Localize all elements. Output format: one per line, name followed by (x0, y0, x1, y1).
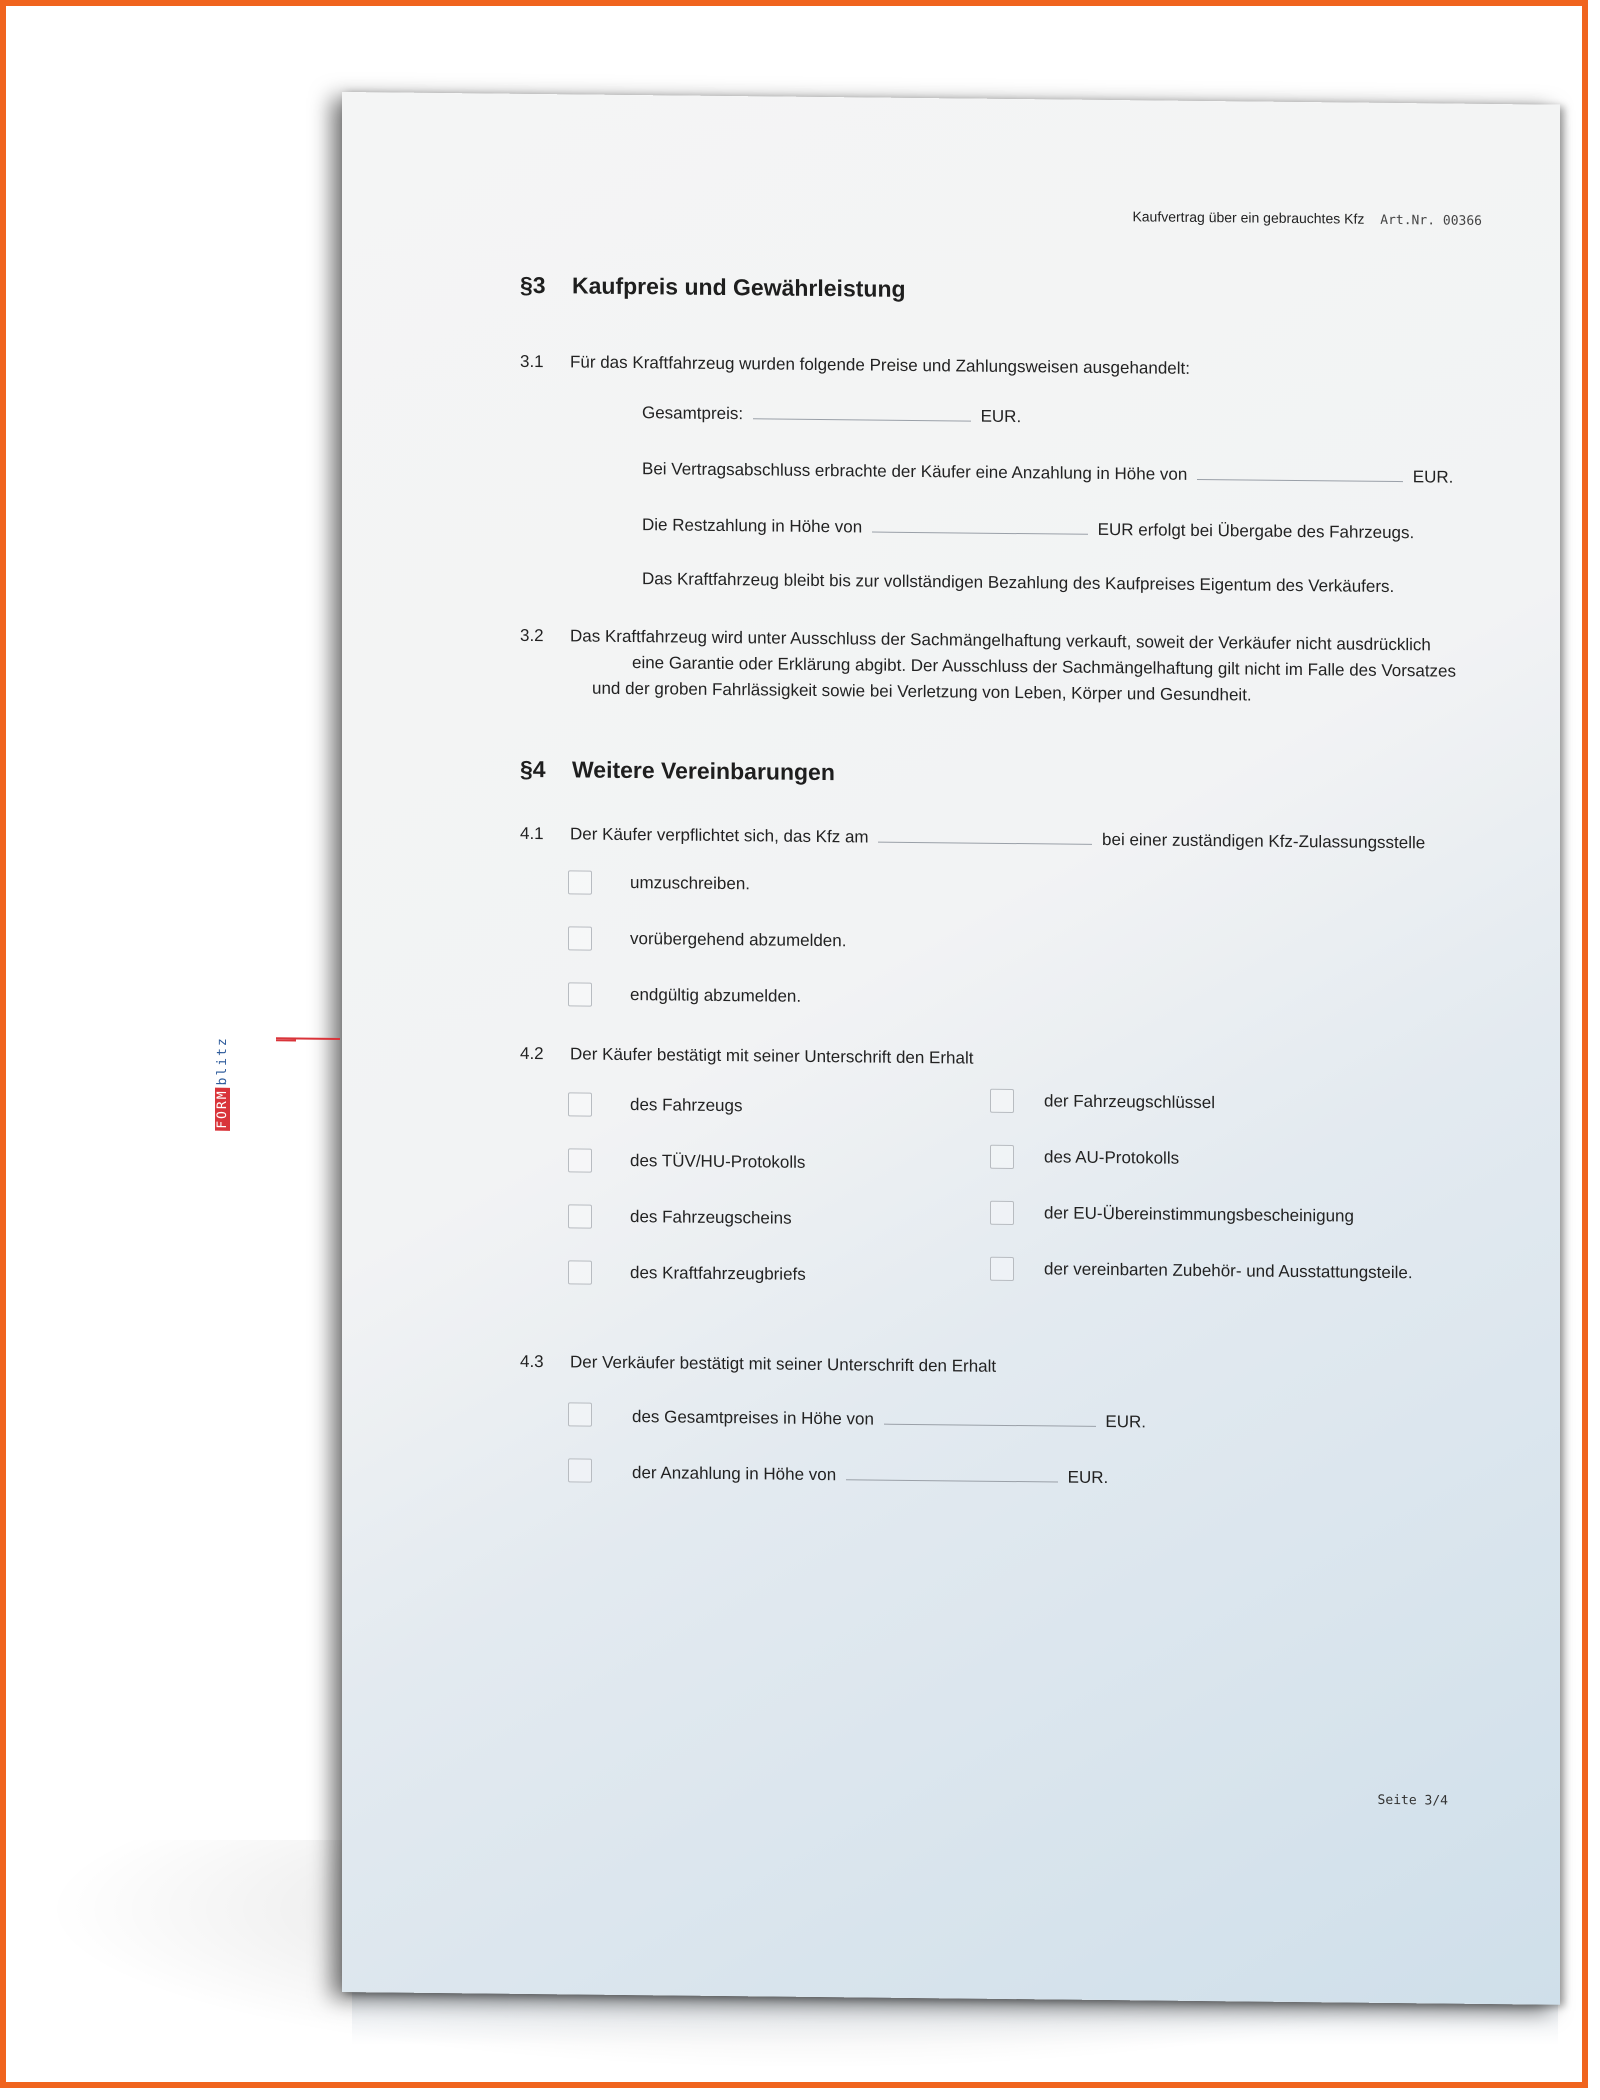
checkbox-endgueltig[interactable] (568, 982, 592, 1006)
item-zubehoer: der vereinbarten Zubehör- und Ausstattungsteile. (1044, 1259, 1413, 1283)
para-4-1: 4.1 Der Käufer verpflichtet sich, das Kfz am bei einer zuständigen Kfz-Zulassungsstelle (520, 823, 1426, 853)
item-gesamtpreis-erhalt: des Gesamtpreises in Höhe von EUR. (632, 1407, 1146, 1432)
checkbox-eu-bescheinigung[interactable] (990, 1201, 1014, 1225)
para-4-3: 4.3 Der Verkäufer bestätigt mit seiner Unterschrift den Erhalt (520, 1351, 997, 1376)
checkbox-gesamtpreis-erhalt[interactable] (568, 1402, 592, 1426)
para-4-2: 4.2 Der Käufer bestätigt mit seiner Unterschrift den Erhalt (520, 1043, 974, 1068)
option-endgueltig: endgültig abzumelden. (630, 985, 802, 1006)
rest-payment-line: Die Restzahlung in Höhe von EUR erfolgt bei Übergabe des Fahrzeugs. (642, 515, 1415, 543)
para-3-2-line1: 3.2 Das Kraftfahrzeug wird unter Ausschluss der Sachmängelhaftung verkauft, soweit der Verkäufer nicht ausdrücklich (520, 625, 1431, 655)
checkbox-umzuschreiben[interactable] (568, 870, 592, 894)
para-3-2-line2: eine Garantie oder Erklärung abgibt. Der Ausschluss der Sachmängelhaftung gilt nicht im Falle des Vorsatzes (632, 653, 1457, 681)
option-voruebergehend: vorübergehend abzumelden. (630, 929, 847, 951)
checkbox-zubehoer[interactable] (990, 1257, 1014, 1281)
logo-blitz: blitz (215, 1036, 230, 1086)
registration-date-field[interactable] (878, 826, 1092, 845)
document-header (1132, 208, 1482, 229)
checkbox-voruebergehend[interactable] (568, 926, 592, 950)
page-number: Seite 3/4 (1377, 1792, 1448, 1809)
checkbox-fahrzeugschluessel[interactable] (990, 1089, 1014, 1113)
deposit-field[interactable] (1197, 463, 1403, 482)
ownership-line: Das Kraftfahrzeug bleibt bis zur vollständigen Bezahlung des Kaufpreises Eigentum des Verkäufers. (642, 569, 1395, 597)
item-eu-bescheinigung: der EU-Übereinstimmungsbescheinigung (1044, 1203, 1354, 1226)
item-fahrzeugschluessel: der Fahrzeugschlüssel (1044, 1091, 1216, 1113)
section-3-heading: §3 Kaufpreis und Gewährleistung (520, 271, 906, 302)
checkbox-fahrzeugschein[interactable] (568, 1204, 592, 1228)
gesamtpreis-erhalt-field[interactable] (884, 1408, 1096, 1427)
anzahlung-erhalt-field[interactable] (846, 1463, 1058, 1482)
document-page (215, 92, 1560, 2005)
checkbox-tuev[interactable] (568, 1148, 592, 1172)
checkbox-fahrzeug[interactable] (568, 1092, 592, 1116)
checkbox-au-protokoll[interactable] (990, 1145, 1014, 1169)
item-tuev: des TÜV/HU-Protokolls (630, 1151, 806, 1172)
item-kraftfahrzeugbrief: des Kraftfahrzeugbriefs (630, 1263, 806, 1284)
item-fahrzeugschein: des Fahrzeugscheins (630, 1207, 792, 1228)
para-3-2-line3: und der groben Fahrlässigkeit sowie bei Verletzung von Leben, Körper und Gesundheit. (592, 678, 1252, 705)
item-anzahlung-erhalt: der Anzahlung in Höhe von EUR. (632, 1463, 1109, 1488)
logo-form: FORM (215, 1089, 230, 1129)
checkbox-kraftfahrzeugbrief[interactable] (568, 1260, 592, 1284)
para-3-1: 3.1 Für das Kraftfahrzeug wurden folgende Preise und Zahlungsweisen ausgehandelt: (520, 351, 1190, 378)
total-price-line: Gesamtpreis: EUR. (642, 403, 1022, 427)
rest-payment-field[interactable] (872, 516, 1088, 535)
section-4-heading: §4 Weitere Vereinbarungen (520, 755, 835, 786)
deposit-line: Bei Vertragsabschluss erbrachte der Käufer eine Anzahlung in Höhe von EUR. (642, 459, 1454, 487)
formblitz-logo (215, 1036, 296, 1183)
item-fahrzeug: des Fahrzeugs (630, 1095, 743, 1116)
article-number: Art.Nr. 00366 (1380, 212, 1482, 229)
item-au-protokoll: des AU-Protokolls (1044, 1147, 1180, 1168)
total-price-field[interactable] (753, 402, 971, 421)
document-title: Kaufvertrag über ein gebrauchtes Kfz (1132, 208, 1365, 227)
checkbox-anzahlung-erhalt[interactable] (568, 1458, 592, 1482)
option-umzuschreiben: umzuschreiben. (630, 873, 751, 894)
